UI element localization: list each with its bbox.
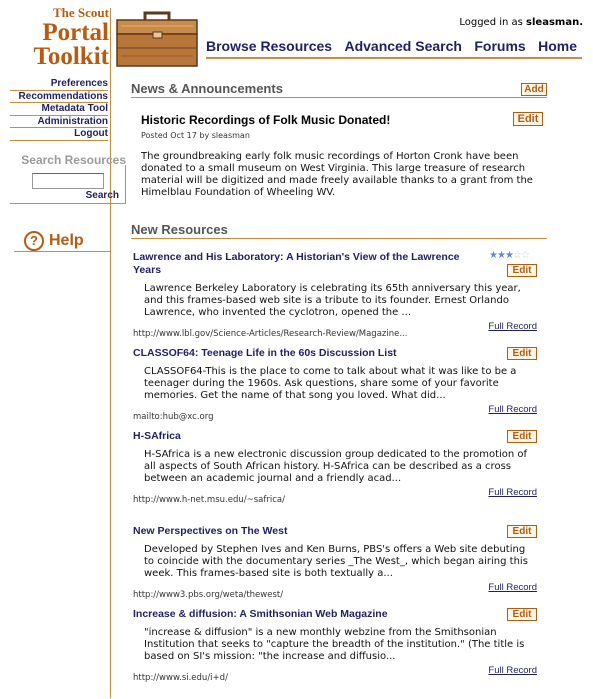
search-input[interactable] — [32, 173, 104, 189]
sidebar-search-box — [10, 165, 126, 204]
full-record-link[interactable]: Full Record — [488, 487, 537, 498]
logo-line-3: Toolkit — [33, 43, 109, 70]
help-divider — [14, 251, 110, 252]
resource-item — [133, 525, 537, 600]
edit-resource-button[interactable]: Edit — [507, 430, 537, 443]
help-label: Help — [49, 232, 84, 249]
login-prefix: Logged in as — [459, 17, 523, 28]
resource-description: Lawrence Berkeley Laboratory is celebrating its 65th anniversary this year, and this frames-based web site is a tribute to its founder. Ernest Orlando Lawrence, who invented the cyclotron, opened the ... — [144, 283, 521, 318]
sidebar-item-metadata-tool[interactable]: Metadata Tool — [10, 103, 108, 116]
star-filled-icon: ★ — [489, 250, 497, 261]
help-link[interactable] — [24, 231, 84, 251]
resource-url-row — [133, 321, 537, 339]
login-username: sleasman. — [526, 17, 583, 28]
edit-resource-button[interactable]: Edit — [507, 608, 537, 621]
resource-description: Developed by Stephen Ives and Ken Burns, PBS's offers a Web site debuting to coincide with the documentary series _The West_, which began airing this week. This frames-based site is both textually a... — [144, 544, 528, 579]
resource-title[interactable]: H-SAfrica — [133, 430, 181, 442]
login-status — [459, 17, 583, 28]
resource-url[interactable]: http://www.si.edu/i+d/ — [133, 673, 228, 683]
sidebar-item-preferences[interactable]: Preferences — [10, 78, 108, 91]
edit-resource-button[interactable]: Edit — [507, 264, 537, 277]
nav-home[interactable]: Home — [538, 38, 577, 54]
sidebar-nav — [10, 78, 108, 141]
resource-url-row — [133, 582, 537, 600]
news-item-meta: Posted Oct 17 by sleasman — [141, 131, 250, 140]
sidebar-item-recommendations[interactable]: Recommendations — [10, 91, 108, 104]
news-item-title: Historic Recordings of Folk Music Donated! — [141, 113, 391, 127]
full-record-link[interactable]: Full Record — [488, 404, 537, 415]
full-record-link[interactable]: Full Record — [488, 665, 537, 676]
logo-line-2: Portal — [42, 19, 109, 46]
news-heading: News & Announcements — [131, 81, 283, 96]
scout-portal-toolkit-logo[interactable] — [14, 6, 109, 69]
toolbox-icon — [113, 8, 203, 70]
sidebar-divider — [110, 8, 111, 698]
resource-description: "increase & diffusion" is a new monthly webzine from the Smithsonian Institution that seeks to "capture the breadth of the institution." (The title is based on SI's mission: "the increase and diffusio... — [144, 627, 525, 662]
star-filled-icon: ★ — [504, 250, 513, 261]
resource-url-row — [133, 404, 537, 422]
resource-url[interactable]: http://www.lbl.gov/Science-Articles/Research-Review/Magazine... — [133, 329, 408, 339]
resource-url[interactable]: mailto:hub@xc.org — [133, 412, 214, 422]
help-question-icon: ? — [24, 231, 44, 251]
sidebar-item-logout[interactable]: Logout — [10, 128, 108, 141]
resource-item — [133, 251, 537, 339]
logo-line-1: The Scout — [53, 5, 109, 20]
resource-item — [133, 347, 537, 422]
resource-url[interactable]: http://www.h-net.msu.edu/~safrica/ — [133, 495, 285, 505]
full-record-link[interactable]: Full Record — [488, 582, 537, 593]
resource-title[interactable]: Increase & diffusion: A Smithsonian Web Magazine — [133, 608, 388, 620]
resource-description: CLASSOF64-This is the place to come to talk about what it was like to be a teenager during the 1960s. Ask questions, share some of your favorite memories. Get the name of that song you loved. What did... — [144, 366, 517, 401]
star-filled-icon: ★ — [496, 250, 505, 261]
edit-resource-button[interactable]: Edit — [507, 347, 537, 360]
resource-url[interactable]: http://www3.pbs.org/weta/thewest/ — [133, 590, 284, 600]
resource-title[interactable]: CLASSOF64: Teenage Life in the 60s Discussion List — [133, 347, 397, 359]
resource-description: H-SAfrica is a new electronic discussion group dedicated to the promotion of all aspects of South African history. H-SAfrica can be described as a cross between an academic journal and a friendly acad... — [144, 449, 528, 484]
nav-advanced-search[interactable]: Advanced Search — [344, 38, 462, 54]
top-nav-divider — [206, 57, 582, 59]
full-record-link[interactable]: Full Record — [488, 321, 537, 332]
search-resources-title: Search Resources — [21, 153, 126, 167]
new-resources-heading-line — [131, 238, 547, 239]
resource-title[interactable]: Lawrence and His Laboratory: A Historian's View of the Lawrence Years — [133, 251, 460, 276]
new-resources-heading: New Resources — [131, 222, 228, 237]
resource-url-row — [133, 665, 537, 683]
nav-browse-resources[interactable]: Browse Resources — [206, 38, 333, 54]
edit-news-button[interactable]: Edit — [513, 112, 543, 126]
star-empty-icon: ☆ — [520, 250, 529, 261]
news-heading-line — [131, 97, 547, 98]
top-navigation — [206, 36, 581, 56]
search-button[interactable]: Search — [85, 190, 119, 201]
resource-url-row — [133, 487, 537, 505]
add-news-button[interactable]: Add — [521, 83, 547, 96]
resource-item — [133, 608, 537, 683]
star-empty-icon: ☆ — [512, 250, 521, 261]
news-item-body: The groundbreaking early folk music recordings of Horton Cronk have been donated to a small museum on West Virginia. This large treasure of research material will be digitized and made freely available thanks to a grant from the Himelblau Foundation of Wheeling WV. — [141, 151, 533, 198]
resource-title[interactable]: New Perspectives on The West — [133, 525, 288, 537]
nav-forums[interactable]: Forums — [474, 38, 526, 54]
edit-resource-button[interactable]: Edit — [507, 525, 537, 538]
sidebar-item-administration[interactable]: Administration — [10, 116, 108, 129]
resource-item — [133, 430, 537, 505]
